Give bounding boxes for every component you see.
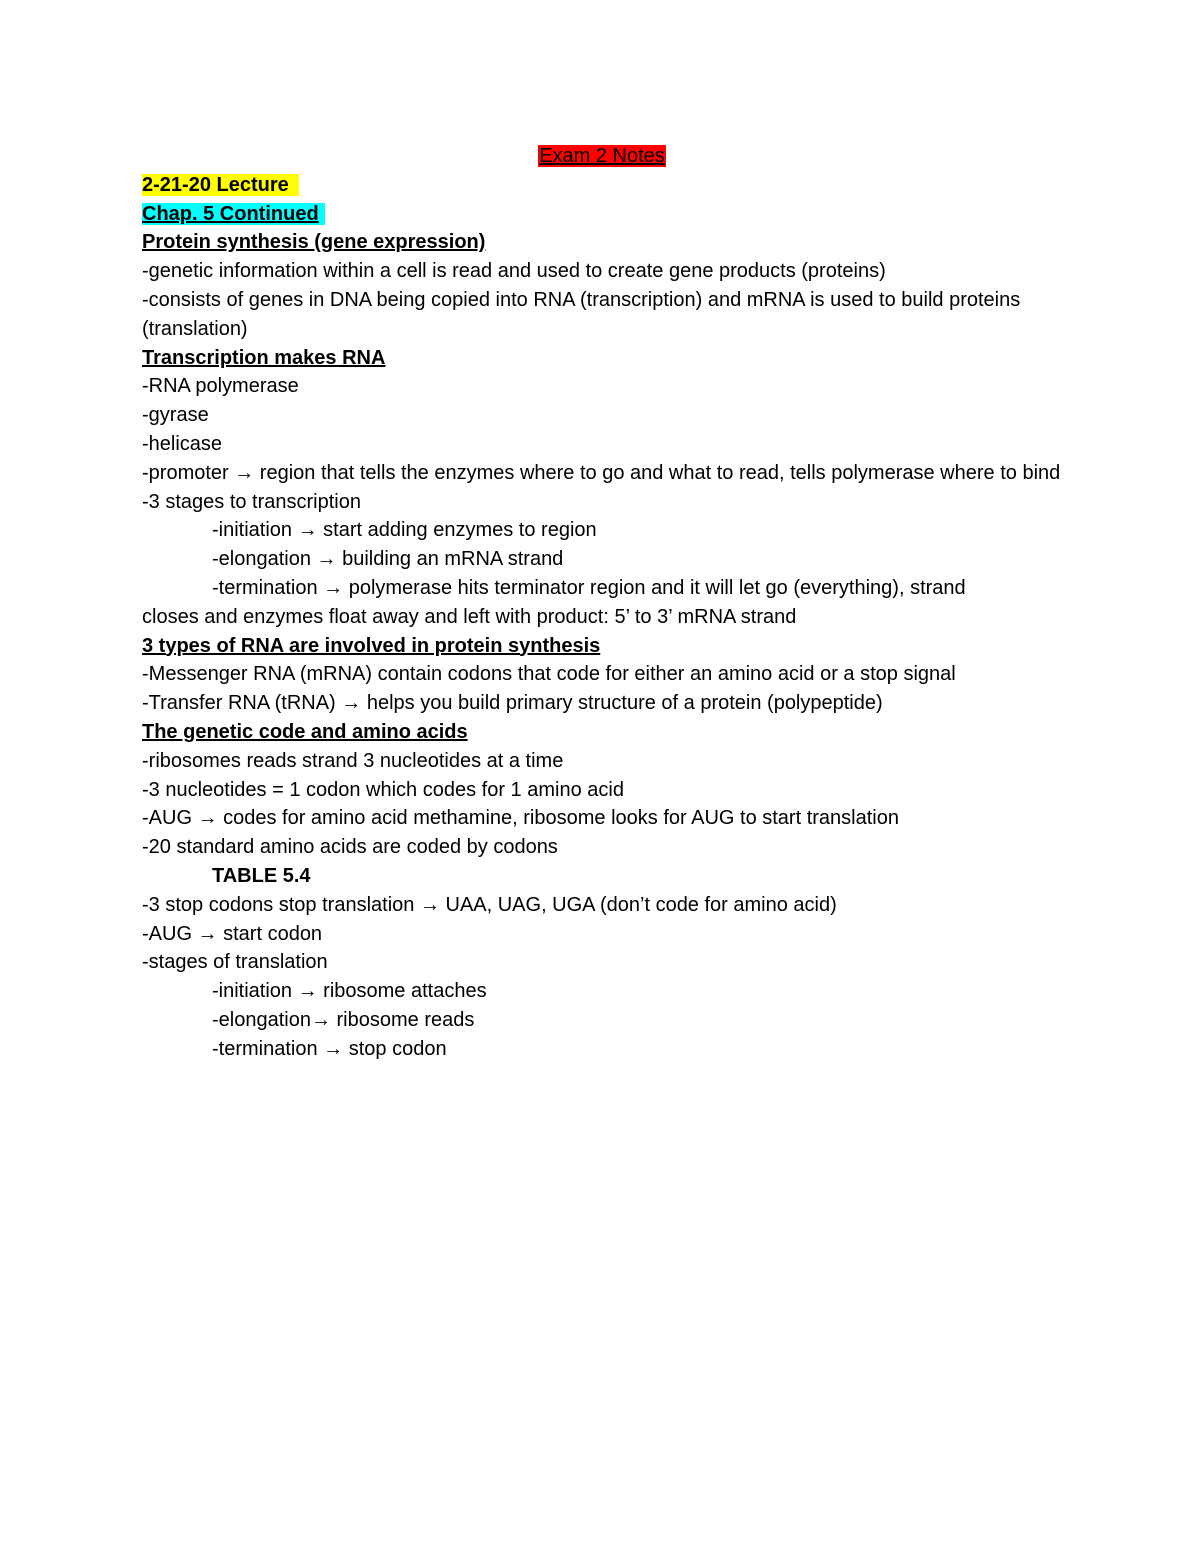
codon-note: -3 nucleotides = 1 codon which codes for 1 amino acid bbox=[142, 778, 624, 801]
translation-stages-intro: -stages of translation bbox=[142, 951, 328, 974]
protein-synthesis-heading: Protein synthesis (gene expression) bbox=[142, 231, 486, 254]
transcription-stages-intro: -3 stages to transcription bbox=[142, 490, 361, 513]
table-reference: TABLE 5.4 bbox=[212, 864, 311, 887]
promoter-note: -promoter → region that tells the enzymes where to go and what to read, tells polymerase where to bind bbox=[142, 461, 1061, 484]
transcription-item: -helicase bbox=[142, 432, 223, 455]
transcription-stage-initiation: -initiation → start adding enzymes to region bbox=[212, 519, 597, 542]
transcription-stage-elongation: -elongation → building an mRNA strand bbox=[212, 548, 564, 571]
chapter-label: Chap. 5 Continued bbox=[142, 203, 325, 225]
translation-stage-termination: -termination → stop codon bbox=[212, 1037, 447, 1060]
transcription-stage-termination: -termination → polymerase hits terminator region and it will let go (everything), strand bbox=[212, 576, 966, 599]
stop-codons-note: -3 stop codons stop translation → UAA, UAG, UGA (don’t code for amino acid) bbox=[142, 893, 837, 916]
transcription-stage-termination-continued: closes and enzymes float away and left with product: 5’ to 3’ mRNA strand bbox=[142, 605, 797, 628]
genetic-code-heading: The genetic code and amino acids bbox=[142, 720, 468, 743]
transcription-heading: Transcription makes RNA bbox=[142, 346, 386, 369]
standard-amino-acids-note: -20 standard amino acids are coded by codons bbox=[142, 836, 558, 859]
lecture-date-row bbox=[142, 171, 1062, 200]
lecture-date: 2-21-20 Lecture bbox=[142, 174, 299, 196]
transfer-rna-note: -Transfer RNA (tRNA) → helps you build primary structure of a protein (polypeptide) bbox=[142, 692, 883, 715]
translation-stage-elongation: -elongation→ ribosome reads bbox=[212, 1008, 475, 1031]
protein-synthesis-line-1: -genetic information within a cell is read and used to create gene products (proteins) bbox=[142, 260, 886, 283]
rna-types-heading: 3 types of RNA are involved in protein synthesis bbox=[142, 634, 601, 657]
protein-synthesis-line-2: -consists of genes in DNA being copied into RNA (transcription) and mRNA is used to build proteins (translation) bbox=[142, 288, 1021, 340]
messenger-rna-note: -Messenger RNA (mRNA) contain codons that code for either an amino acid or a stop signal bbox=[142, 663, 956, 686]
transcription-item: -RNA polymerase bbox=[142, 375, 299, 398]
start-codon-note: -AUG → start codon bbox=[142, 922, 323, 945]
page-title: Exam 2 Notes bbox=[539, 145, 665, 167]
ribosomes-note: -ribosomes reads strand 3 nucleotides at a time bbox=[142, 749, 564, 772]
chapter-row bbox=[142, 200, 1062, 229]
title-row bbox=[142, 142, 1062, 171]
translation-stage-initiation: -initiation → ribosome attaches bbox=[212, 980, 487, 1003]
transcription-item: -gyrase bbox=[142, 404, 209, 427]
notes-body bbox=[142, 142, 1062, 1064]
aug-note: -AUG → codes for amino acid methamine, ribosome looks for AUG to start translation bbox=[142, 807, 899, 830]
